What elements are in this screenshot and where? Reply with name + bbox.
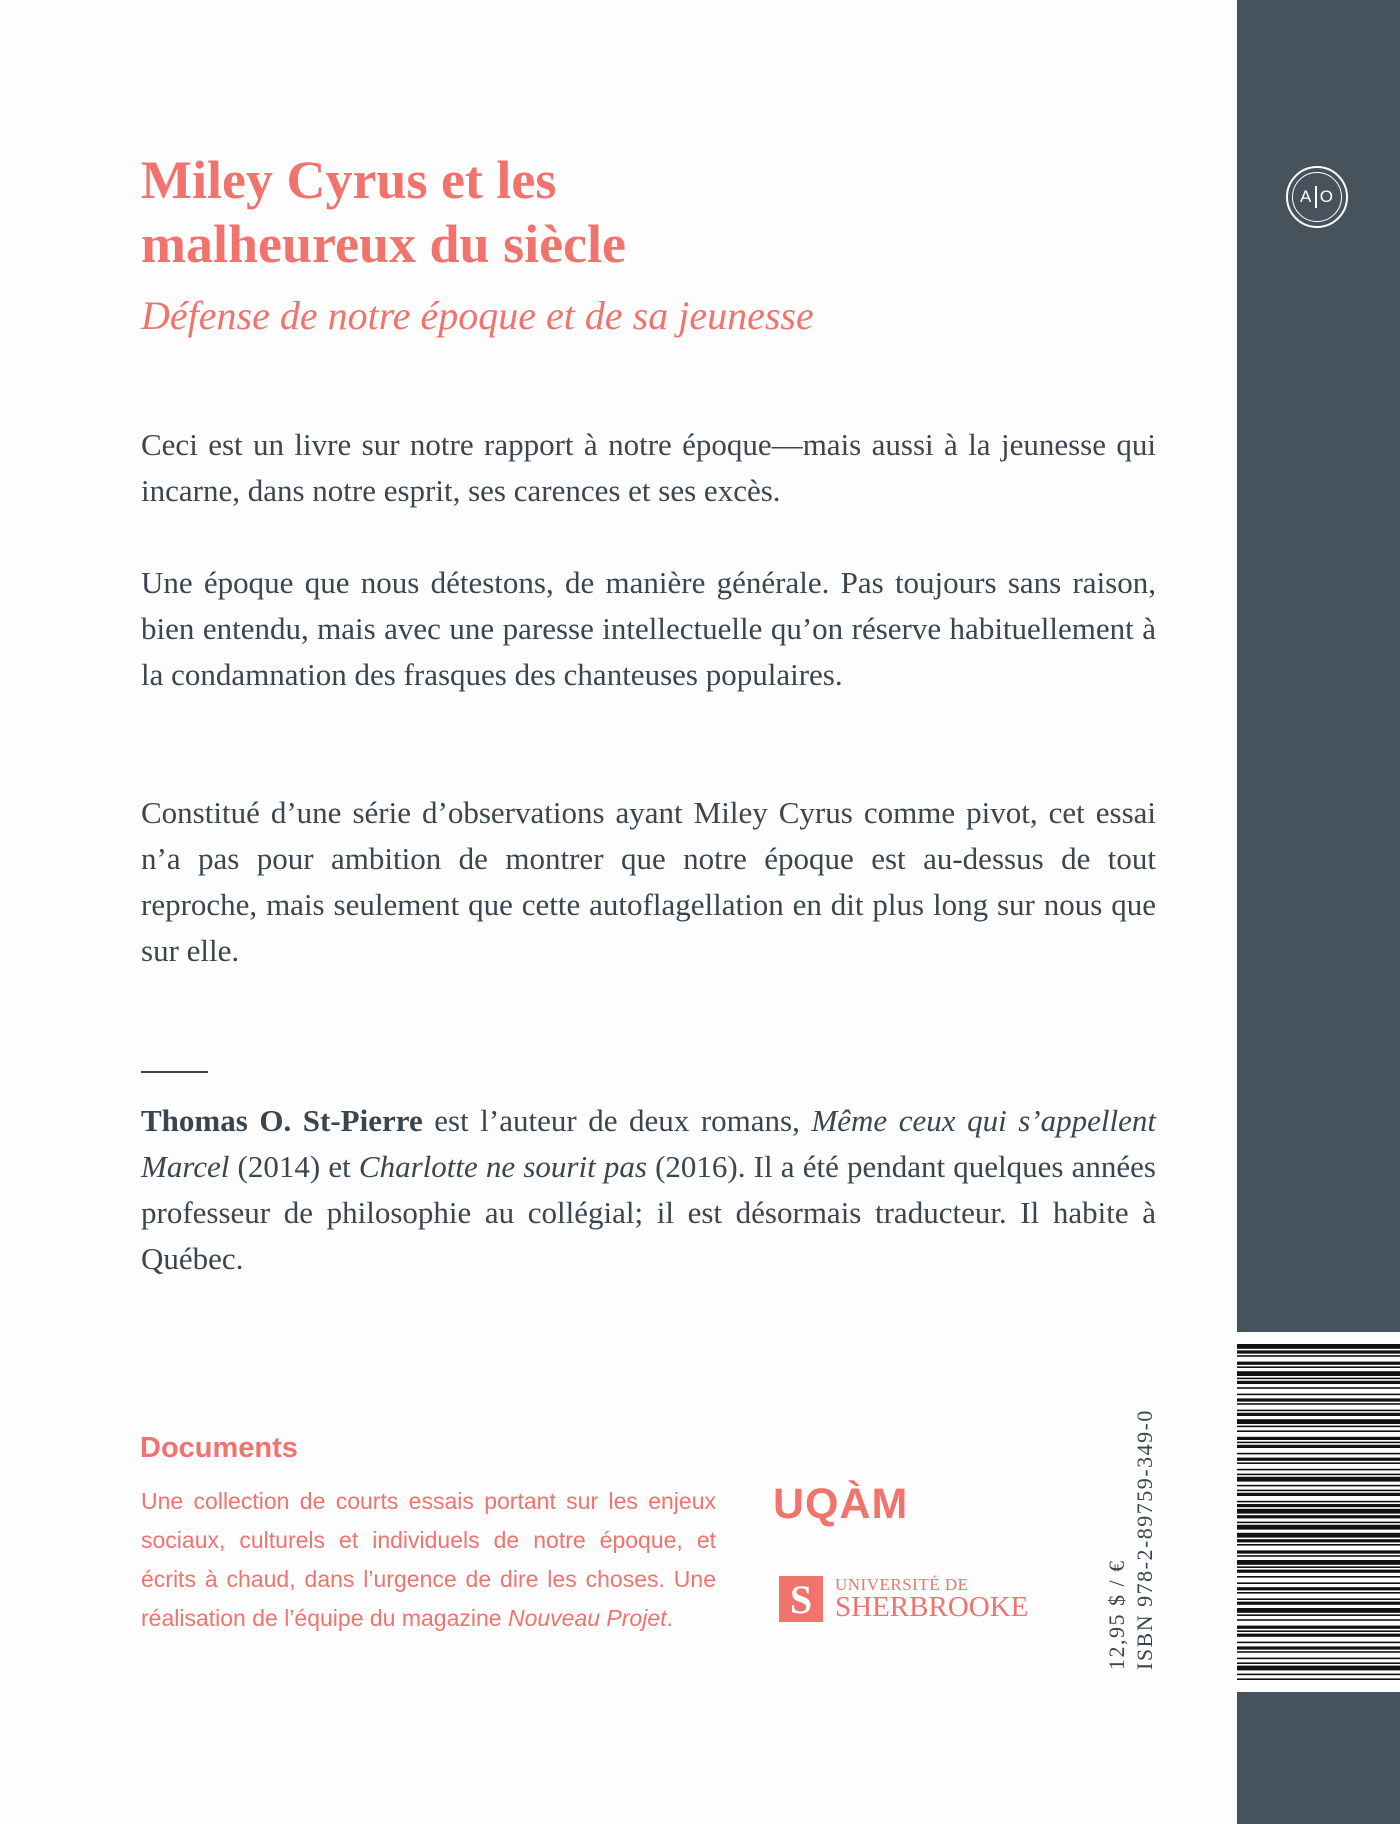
author-bio [141,1098,1156,1282]
barcode-bar [1237,1387,1400,1389]
barcode-bar [1237,1362,1400,1365]
barcode-bar [1237,1550,1400,1553]
sherbrooke-line1: UNIVERSITÉ DE [835,1575,969,1594]
barcode-bar [1237,1410,1400,1412]
author-name: Thomas O. St-Pierre [141,1103,423,1138]
author-bio-text-a: est l’auteur de deux romans, [422,1103,812,1138]
logo-letter-o: O [1319,187,1335,206]
barcode-bar [1237,1419,1400,1424]
barcode-bar [1237,1614,1400,1616]
sherbrooke-wordmark [835,1576,1028,1622]
barcode-bar [1237,1555,1400,1557]
collection-text: Une collection de courts essais portant sur les enjeux sociaux, culturels et individuels de notre époque, et écrits à chaud, dans l’urgence de dire les choses. Une réalisation de l’équipe du magazine [141,1488,716,1631]
barcode-bar [1237,1453,1400,1455]
section-divider [141,1071,208,1073]
barcode-bar [1237,1437,1400,1440]
barcode-bar [1237,1570,1400,1573]
barcode-bar [1237,1474,1400,1476]
barcode-bar [1237,1493,1400,1496]
book-title [141,148,1041,276]
barcode-bar [1237,1582,1400,1584]
barcode-bar [1237,1509,1400,1514]
barcode-bar [1237,1646,1400,1649]
barcode-bar [1237,1674,1400,1676]
barcode-bar [1237,1662,1400,1664]
barcode-bar [1237,1608,1400,1613]
barcode-bar [1237,1485,1400,1487]
barcode-bar [1237,1366,1400,1368]
barcode-bar [1237,1619,1400,1621]
barcode-bar [1237,1477,1400,1482]
barcode-bar [1237,1533,1400,1538]
barcode-bar [1237,1525,1400,1530]
barcode-bar [1237,1381,1400,1384]
barcode-icon [1237,1340,1400,1684]
uqam-logo: UQÀM [773,1480,909,1528]
barcode-bar [1237,1630,1400,1632]
blurb-paragraph-2: Une époque que nous détestons, de manière générale. Pas toujours sans raison, bien entendu, mais avec une paresse intellectuelle qu’on réserve habituellement à la condamnation des frasques des chanteuses populaires. [141,565,1156,692]
collection-heading: Documents [140,1432,298,1464]
price-isbn-block [1100,1360,1160,1670]
blurb-paragraph-1: Ceci est un livre sur notre rapport à notre époque—mais aussi à la jeunesse qui incarne, dans notre esprit, ses carences et ses excès. [141,427,1156,508]
book-title-line2: malheureux du siècle [141,214,626,274]
barcode-bar [1237,1344,1400,1349]
barcode-bar [1237,1355,1400,1357]
isbn-label: ISBN 978-2-89759-349-0 [1132,1409,1157,1670]
barcode-bar [1237,1626,1400,1629]
collection-magazine: Nouveau Projet [507,1605,667,1631]
blurb-paragraph-3: Constitué d’une série d’observations ayant Miley Cyrus comme pivot, cet essai n’a pas pour ambition de montrer que notre époque est au-dessus de tout reproche, mais seulement que cette autoflagellation en dit plus long sur nous que sur elle. [141,795,1156,968]
sherbrooke-line2: SHERBROOKE [835,1591,1029,1623]
barcode-bar [1237,1539,1400,1542]
barcode-bar [1237,1490,1400,1492]
barcode-bar [1237,1587,1400,1590]
barcode-bar [1237,1398,1400,1401]
barcode-bar [1237,1576,1400,1578]
barcode-bar [1237,1458,1400,1461]
barcode-bar [1237,1515,1400,1518]
collection-description [141,1482,716,1638]
barcode-bar [1237,1426,1400,1428]
barcode-bar [1237,1504,1400,1507]
barcode-bar [1237,1602,1400,1605]
collection-text-end: . [666,1605,673,1631]
barcode-bar [1237,1403,1400,1405]
barcode-bar [1237,1598,1400,1600]
author-book-1: Même ceux qui s’appellent Marcel [141,1103,1156,1184]
barcode-bar [1237,1678,1400,1680]
barcode-bar [1237,1371,1400,1376]
barcode-bar [1237,1592,1400,1594]
author-book-2: Charlotte ne sourit pas [358,1149,647,1184]
publisher-logo-ao [1286,166,1348,228]
barcode-bar [1237,1462,1400,1464]
sherbrooke-logo [779,1576,1028,1622]
sherbrooke-emblem-icon: S [779,1576,823,1622]
barcode-bar [1237,1394,1400,1396]
barcode-bar [1237,1658,1400,1660]
barcode-bar [1237,1469,1400,1471]
book-subtitle: Défense de notre époque et de sa jeunesse [141,293,814,338]
barcode-bar [1237,1350,1400,1353]
barcode-bar [1237,1544,1400,1546]
barcode-bar [1237,1378,1400,1380]
author-bio-text-b: (2014) et [229,1149,359,1184]
barcode-bar [1237,1522,1400,1524]
barcode-bar [1237,1560,1400,1565]
book-title-line1: Miley Cyrus et les [141,150,557,210]
logo-divider [1315,186,1317,208]
barcode-bar [1237,1413,1400,1416]
barcode-bar [1237,1430,1400,1432]
barcode-bar [1237,1651,1400,1653]
barcode-bar [1237,1634,1400,1637]
barcode-bar [1237,1442,1400,1444]
logo-letter-a: A [1299,187,1313,206]
barcode-bar [1237,1566,1400,1568]
publisher-logo-inner [1292,172,1342,222]
barcode-bar [1237,1666,1400,1671]
barcode-bar [1237,1445,1400,1448]
price-label: 12,95 $ / € [1104,1559,1129,1670]
barcode-bar [1237,1642,1400,1644]
author-bio-text-c: (2016). Il a été pendant quelques années professeur de philosophie au collégial; il est désormais traducteur. Il habite à Québec. [141,1149,1156,1276]
barcode-bar [1237,1501,1400,1503]
